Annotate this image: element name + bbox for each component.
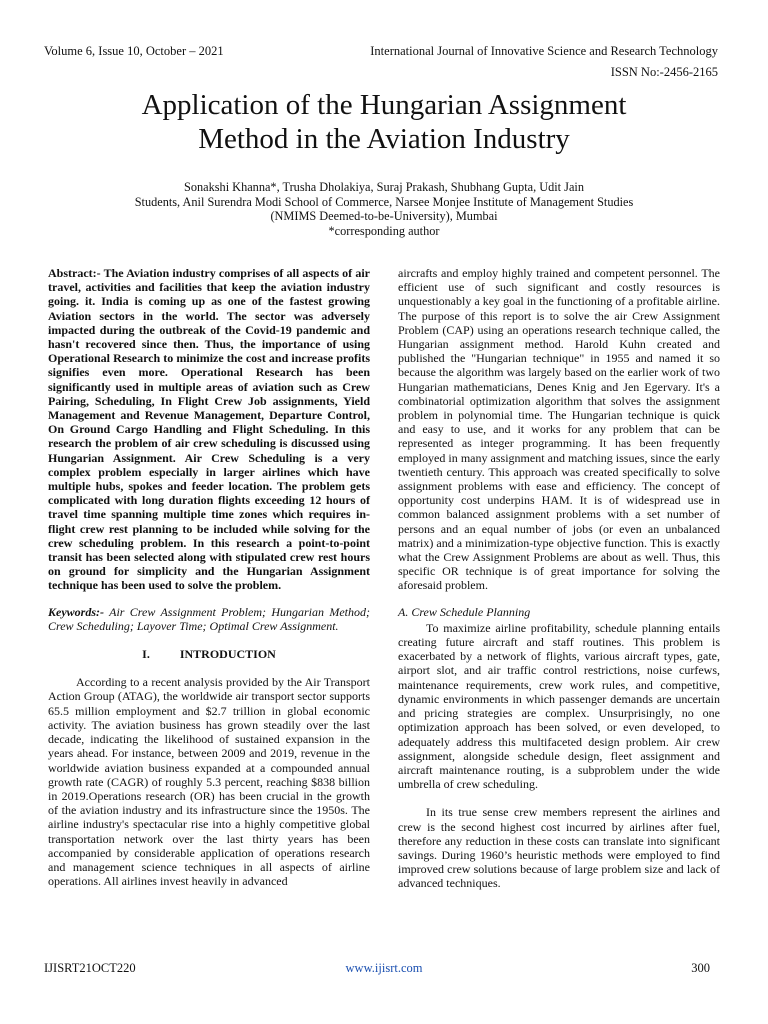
- header-issn: ISSN No:-2456-2165: [610, 65, 718, 79]
- keywords-label: Keywords:-: [48, 604, 104, 619]
- section-title: INTRODUCTION: [179, 647, 276, 662]
- header-journal: International Journal of Innovative Science and Research Technology: [370, 44, 718, 58]
- footer-journal-link[interactable]: www.ijisrt.com: [345, 961, 423, 975]
- section-number: I.: [142, 647, 150, 662]
- crew-schedule-paragraph-2: In its true sense crew members represent the airlines and crew is the second highest cost incurred by airlines after fuel, therefore any reduction in these costs can translate into significant savings. During 1960’s heuristic methods were employed to find improved crew solutions because of large problem size and lack of advanced techniques.: [398, 805, 720, 891]
- corresponding-author-note: *corresponding author: [328, 223, 440, 238]
- footer-page-number: 300: [691, 961, 710, 975]
- title-line-2: Method in the Aviation Industry: [198, 123, 570, 155]
- abstract: Abstract:- The Aviation industry comprises of all aspects of air travel, activities and facilities that keep the aviation industry going. it. India is coming up as one of the fastest growing Aviation sectors in the world. The sector was adversely impacted during the outbreak of the Covid-19 pandemic and hasn't recovered since then. Thus, the importance of using Operational Research to minimize the cost and increase profits signifies even more. Operational Research has been significantly used in multiple areas of aviation such as Crew Pairing, Scheduling, In Flight Crew Job assignments, Yield Management and Revenue Management, Departure Control, On Ground Cargo Handling and Flight Scheduling. In this research the problem of air crew scheduling is discussed using Hungarian Assignment. Air Crew Scheduling is a very complex problem especially in larger airlines which have multiple hubs, spokes and feeder location. The problem gets complicated with long duration flights exceeding 12 hours of travel time spanning multiple time zones which requires in-flight crew rest planning to be included while solving for the crew scheduling problem. In this research a point-to-point transit has been selected along with stipulated crew rest hours on ground for simplicity and the Hungarian Assignment technique has been used to solve the problem.: [48, 266, 370, 593]
- author-affiliation-2: (NMIMS Deemed-to-be-University), Mumbai: [270, 209, 498, 223]
- intro-paragraph-1-continued: aircrafts and employ highly trained and competent personnel. The efficient use of such significant and costly resources is unquestionably a key goal in the functioning of a profitable airline. The purpose of this report is to solve the air Crew Assignment Problem (CAP) using an operations research technique called, the Hungarian assignment method. Harold Kuhn created and published the "Hungarian technique" in 1955 and named it so because the algorithm was largely based on the earlier work of two Hungarian mathematicians, Denes Knig and Jen Egervary. It's a combinatorial optimization algorithm that solves the assignment problem in polynomial time. The Hungarian technique is quick and easy to use, and it works for any problem that can be represented as integer programming. It has been frequently employed in many assignment and matching issues, since the early twentieth century. This approach was created specifically to solve assignment problems with ease and efficiency. The concept of opportunity cost underpins HAM. It is of widespread use in common balanced assignment problems with a set number of persons and an equal number of jobs (or even an unbalanced matrix) and a minimization-type objective function. This is exactly what the Crew Assignment Problems are about as well. Thus, this specific OR technique is of great importance for solving the aforesaid problem.: [398, 266, 720, 593]
- author-affiliation-1: Students, Anil Surendra Modi School of Commerce, Narsee Monjee Institute of Management Studies: [134, 194, 634, 209]
- section-heading-introduction: [48, 647, 370, 661]
- right-column: [398, 266, 720, 891]
- keywords-text: Air Crew Assignment Problem; Hungarian Method; Crew Scheduling; Layover Time; Optimal Crew Assignment.: [48, 604, 370, 633]
- header-volume: Volume 6, Issue 10, October – 2021: [44, 44, 224, 58]
- keywords: [48, 605, 370, 633]
- subsection-heading-crew-schedule-planning: A. Crew Schedule Planning: [398, 604, 531, 619]
- left-column: [48, 266, 370, 888]
- title-line-1: Application of the Hungarian Assignment: [141, 89, 627, 121]
- paper-title: [40, 88, 728, 156]
- footer-paper-id: IJISRT21OCT220: [44, 961, 136, 975]
- crew-schedule-paragraph-1: To maximize airline profitability, schedule planning entails creating future aircraft and staff routines. This problem is exacerbated by a network of flights, various aircraft types, gate, airport slot, and air traffic control restrictions, noise curfews, maintenance requirements, crew work rules, and competitive, dynamic environments in which passenger demands are uncertain and pricing strategies are complex. Unsurprisingly, no one optimization approach has been solved, or even developed, to adequately address this multifaceted design problem. Air crew assignment, alongside schedule design, fleet assignment and aircraft maintenance routing, is a subproblem under the wide umbrella of crew scheduling.: [398, 620, 720, 792]
- author-names: Sonakshi Khanna*, Trusha Dholakiya, Suraj Prakash, Shubhang Gupta, Udit Jain: [184, 180, 584, 194]
- intro-paragraph-1: According to a recent analysis provided by the Air Transport Action Group (ATAG), the worldwide air transport sector supports 65.5 million employment and $2.7 trillion in global economic activity. The aviation business has grown steadily over the last decade, indicating the likelihood of sustained expansion in the years ahead. For instance, between 2009 and 2019, revenue in the worldwide aviation business expanded at a compounded annual growth rate (CAGR) of roughly 5.3 percent, reaching $838 billion in 2019.Operations research (OR) has been crucial in the growth of the aviation industry and its infrastructure since the 1950s. The airline industry's spectacular rise into a highly competitive global transportation network over the last thirty years has been accompanied by considerable application of operations research and management science techniques in all aspects of airline operations. All airlines invest heavily in advanced: [48, 675, 370, 889]
- author-block: [40, 180, 728, 238]
